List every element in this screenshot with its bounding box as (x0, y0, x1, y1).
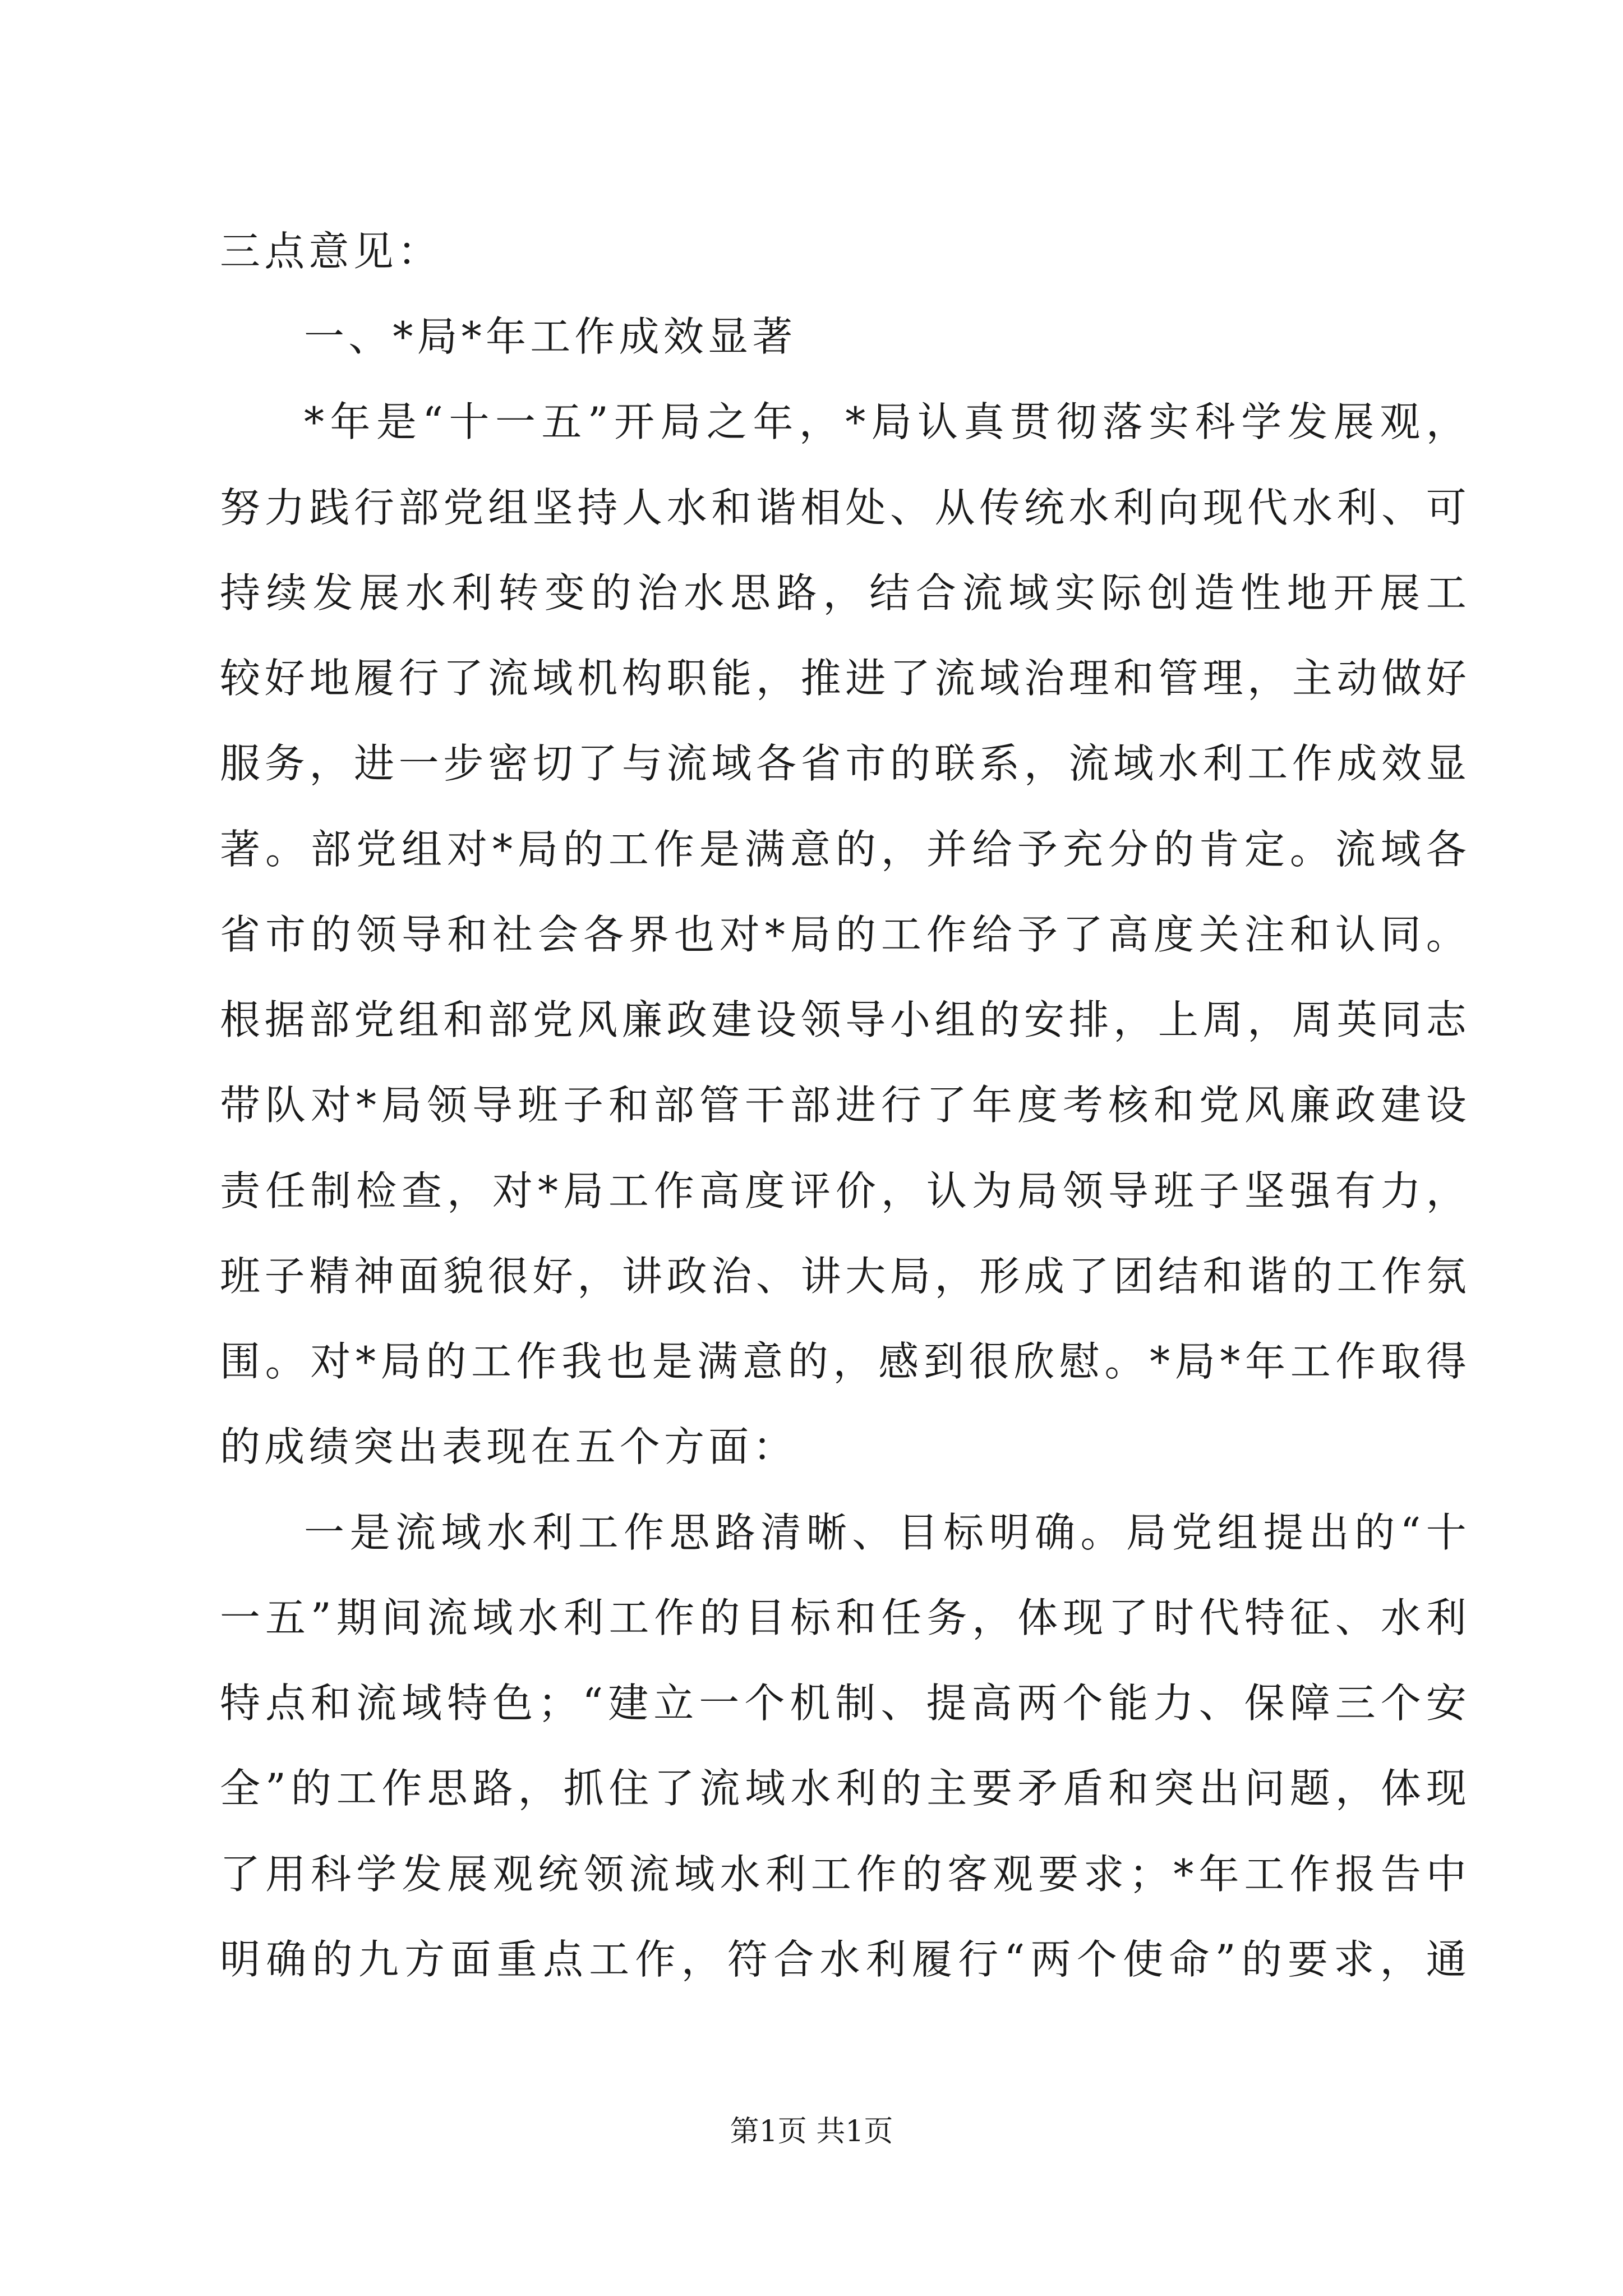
paragraph-line: 根据部党组和部党风廉政建设领导小组的安排，上周，周英同志 (220, 996, 1470, 1043)
paragraph-line: 全”的工作思路，抓住了流域水利的主要矛盾和突出问题，体现 (220, 1765, 1470, 1812)
paragraph-line: *年是“十一五”开局之年，*局认真贯彻落实科学发展观， (304, 398, 1470, 445)
paragraph-line: 班子精神面貌很好，讲政治、讲大局，形成了团结和谐的工作氛 (220, 1253, 1470, 1300)
paragraph-line: 带队对*局领导班子和部管干部进行了年度考核和党风廉政建设 (220, 1082, 1470, 1129)
page-footer: 第1页 共1页 (730, 2115, 893, 2148)
paragraph-line: 持续发展水利转变的治水思路，结合流域实际创造性地开展工 (220, 569, 1470, 616)
paragraph-line: 省市的领导和社会各界也对*局的工作给予了高度关注和认同。 (220, 911, 1470, 958)
paragraph-line: 一五”期间流域水利工作的目标和任务，体现了时代特征、水利 (220, 1594, 1470, 1641)
paragraph-line: 明确的九方面重点工作，符合水利履行“两个使命”的要求，通 (220, 1936, 1470, 1983)
paragraph-line: 责任制检查，对*局工作高度评价，认为局领导班子坚强有力， (220, 1167, 1470, 1214)
text-line-intro: 三点意见： (220, 228, 442, 275)
paragraph-line: 的成绩突出表现在五个方面： (220, 1423, 797, 1470)
paragraph-line: 著。部党组对*局的工作是满意的，并给予充分的肯定。流域各 (220, 826, 1470, 873)
section-heading: 一、*局*年工作成效显著 (304, 313, 797, 360)
paragraph-line: 服务，进一步密切了与流域各省市的联系，流域水利工作成效显 (220, 740, 1470, 787)
paragraph-line: 特点和流域特色；“建立一个机制、提高两个能力、保障三个安 (220, 1680, 1470, 1727)
paragraph-line: 一是流域水利工作思路清晰、目标明确。局党组提出的“十 (304, 1509, 1470, 1556)
paragraph-line: 围。对*局的工作我也是满意的，感到很欣慰。*局*年工作取得 (220, 1338, 1470, 1385)
paragraph-line: 较好地履行了流域机构职能，推进了流域治理和管理，主动做好 (220, 655, 1470, 702)
paragraph-line: 努力践行部党组坚持人水和谐相处、从传统水利向现代水利、可 (220, 484, 1470, 531)
paragraph-line: 了用科学发展观统领流域水利工作的客观要求；*年工作报告中 (220, 1851, 1470, 1898)
